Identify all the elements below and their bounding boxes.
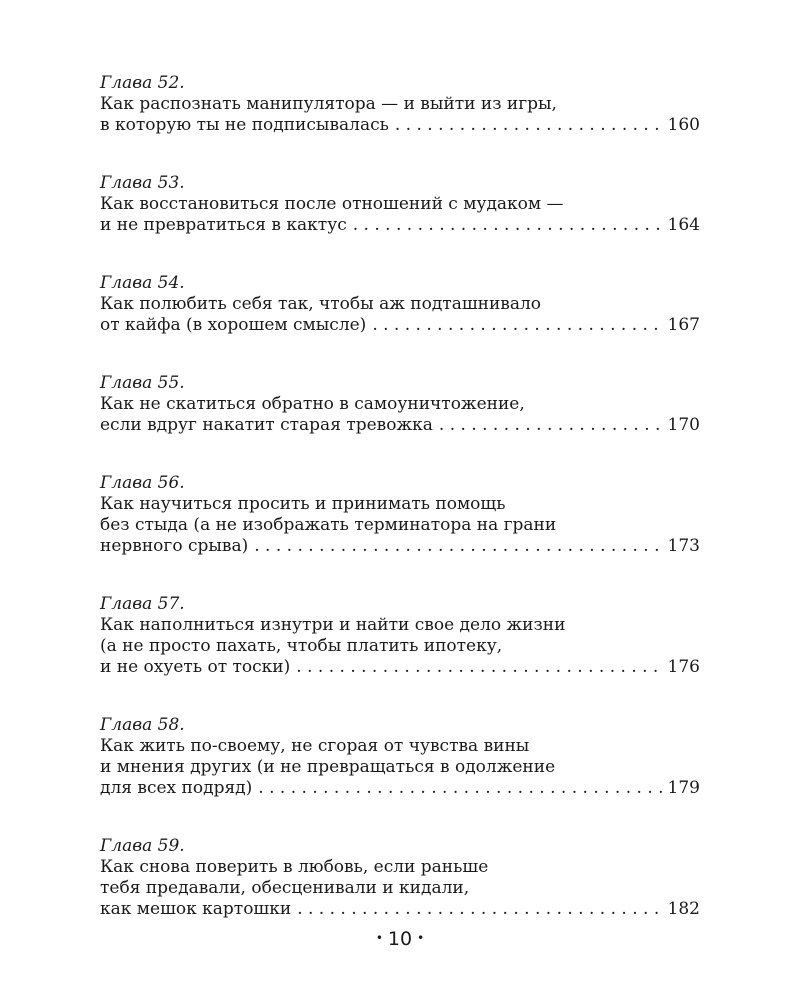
chapter-title-line: и не превратиться в кактус bbox=[100, 215, 347, 235]
page-number: 182 bbox=[667, 899, 700, 919]
chapter-number: Глава 57. bbox=[100, 594, 185, 614]
dot-leader bbox=[254, 536, 661, 557]
toc-entry bbox=[100, 273, 700, 336]
chapter-title-line: в которую ты не подписывалась bbox=[100, 115, 389, 135]
folio-page-number: 10 bbox=[387, 928, 413, 950]
page-number: 176 bbox=[667, 657, 700, 677]
toc-entry bbox=[100, 373, 700, 436]
chapter-title-line: если вдруг накатит старая тревожка bbox=[100, 415, 433, 435]
chapter-title-line: Как научиться просить и принимать помощь bbox=[100, 494, 506, 514]
chapter-title-last-line bbox=[100, 215, 700, 236]
dot-leader bbox=[258, 778, 661, 799]
toc-entry bbox=[100, 836, 700, 920]
toc-entry bbox=[100, 715, 700, 799]
folio-bullet-left: • bbox=[375, 931, 383, 945]
page-number: 164 bbox=[667, 215, 700, 235]
chapter-number: Глава 52. bbox=[100, 73, 185, 93]
dot-leader bbox=[297, 899, 661, 920]
chapter-title-line: тебя предавали, обесценивали и кидали, bbox=[100, 878, 470, 898]
chapter-title-line: без стыда (а не изображать терминатора на грани bbox=[100, 515, 557, 535]
chapter-number: Глава 54. bbox=[100, 273, 185, 293]
page-number: 170 bbox=[667, 415, 700, 435]
chapter-title-line: и не охуеть от тоски) bbox=[100, 657, 291, 677]
dot-leader bbox=[296, 657, 661, 678]
folio-bullet-right: • bbox=[417, 931, 425, 945]
page-number: 173 bbox=[667, 536, 700, 556]
chapter-title-line: (а не просто пахать, чтобы платить ипотеку, bbox=[100, 636, 503, 656]
chapter-title-line: Как снова поверить в любовь, если раньше bbox=[100, 857, 489, 877]
table-of-contents bbox=[100, 73, 700, 957]
dot-leader bbox=[395, 115, 662, 136]
chapter-title-last-line bbox=[100, 536, 700, 557]
chapter-number: Глава 58. bbox=[100, 715, 185, 735]
dot-leader bbox=[353, 215, 662, 236]
chapter-number: Глава 56. bbox=[100, 473, 185, 493]
chapter-title-line: Как распознать манипулятора — и выйти из игры, bbox=[100, 94, 557, 114]
chapter-number: Глава 53. bbox=[100, 173, 185, 193]
chapter-title-last-line bbox=[100, 415, 700, 436]
chapter-title-line: Как полюбить себя так, чтобы аж подташнивало bbox=[100, 294, 542, 314]
chapter-title-last-line bbox=[100, 778, 700, 799]
chapter-title-line: нервного срыва) bbox=[100, 536, 249, 556]
chapter-title-line: Как жить по-своему, не сгорая от чувства вины bbox=[100, 736, 530, 756]
toc-entry bbox=[100, 594, 700, 678]
toc-entry bbox=[100, 173, 700, 236]
chapter-title-line: Как не скатиться обратно в самоуничтожение, bbox=[100, 394, 525, 414]
chapter-title-line: как мешок картошки bbox=[100, 899, 292, 919]
chapter-title-last-line bbox=[100, 657, 700, 678]
page-number: 179 bbox=[667, 778, 700, 798]
page-number: 160 bbox=[667, 115, 700, 135]
toc-entry bbox=[100, 473, 700, 557]
toc-entry bbox=[100, 73, 700, 136]
dot-leader bbox=[439, 415, 662, 436]
chapter-title-line: и мнения других (и не превращаться в одолжение bbox=[100, 757, 556, 777]
chapter-title-line: Как наполниться изнутри и найти свое дело жизни bbox=[100, 615, 566, 635]
chapter-title-line: от кайфа (в хорошем смысле) bbox=[100, 315, 367, 335]
page-number: 167 bbox=[667, 315, 700, 335]
chapter-title-line: для всех подряд) bbox=[100, 778, 253, 798]
chapter-title-line: Как восстановиться после отношений с мудаком — bbox=[100, 194, 564, 214]
chapter-title-last-line bbox=[100, 899, 700, 920]
dot-leader bbox=[372, 315, 661, 336]
chapter-title-last-line bbox=[100, 115, 700, 136]
page-folio bbox=[0, 928, 800, 950]
chapter-number: Глава 55. bbox=[100, 373, 185, 393]
chapter-title-last-line bbox=[100, 315, 700, 336]
chapter-number: Глава 59. bbox=[100, 836, 185, 856]
